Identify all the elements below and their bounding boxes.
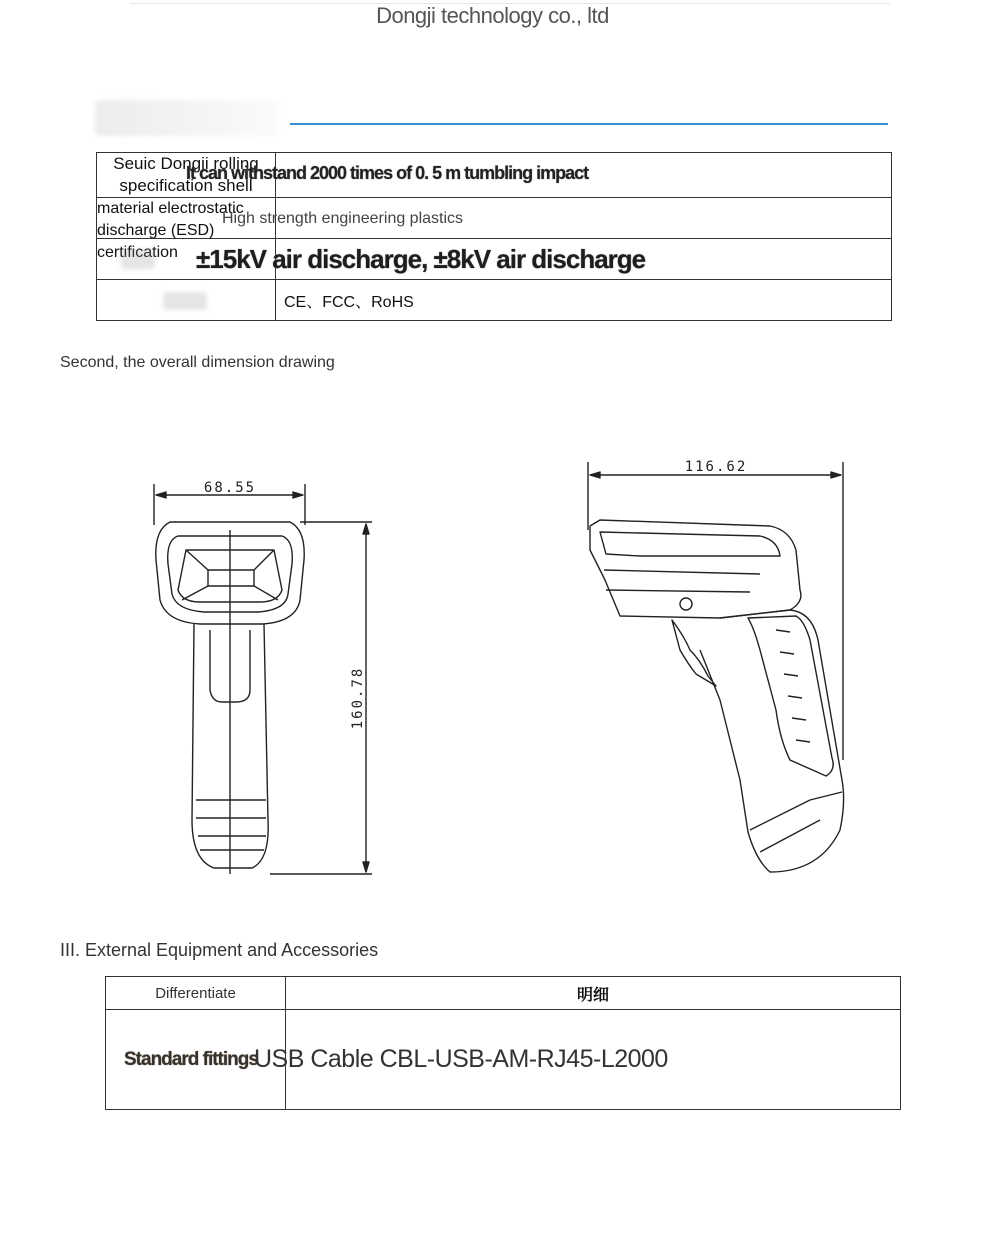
company-name: Dongji technology co., ltd — [376, 3, 609, 28]
section-title-accessories: III. External Equipment and Accessories — [60, 940, 379, 960]
table-row — [106, 1010, 901, 1110]
arrow-left — [590, 472, 600, 478]
spec-value: ±15kV air discharge, ±8kV air discharge — [276, 239, 892, 280]
accessories-table — [105, 976, 901, 1110]
blurred-section-heading — [95, 100, 280, 136]
accessory-category: Standard fittings — [106, 1010, 286, 1110]
spec-table — [96, 152, 892, 321]
header-differentiate: Differentiate — [106, 977, 286, 1010]
spec-key: material electrostatic discharge (ESD) certification — [97, 198, 276, 239]
accessory-detail: USB Cable CBL-USB-AM-RJ45-L2000 — [286, 1010, 901, 1110]
side-view-scanner — [588, 462, 844, 872]
arrow-bottom — [363, 862, 369, 872]
spec-value: It can withstand 2000 times of 0. 5 m tumbling impact — [276, 153, 892, 198]
arrow-right — [293, 492, 303, 498]
section-title-dimension: Second, the overall dimension drawing — [60, 354, 335, 371]
spec-key — [97, 280, 276, 321]
arrow-left — [156, 492, 166, 498]
spec-value: CE、FCC、RoHS — [276, 280, 892, 321]
table-header-row — [106, 977, 901, 1010]
dimension-drawing — [0, 440, 990, 900]
table-row — [97, 198, 892, 239]
header-detail: 明细 — [286, 977, 901, 1010]
dim-label-height: 160.78 — [350, 666, 366, 730]
dim-label-length: 116.62 — [684, 459, 748, 475]
table-row — [97, 280, 892, 321]
section-underline — [290, 123, 888, 125]
arrow-top — [363, 524, 369, 534]
spec-value: High strength engineering plastics — [276, 198, 892, 239]
front-view-scanner — [154, 484, 372, 874]
arrow-right — [831, 472, 841, 478]
dim-label-width: 68.55 — [203, 480, 257, 496]
spec-key: Seuic Dongji rolling specification shell — [97, 153, 276, 198]
table-row — [97, 239, 892, 280]
table-row — [97, 153, 892, 198]
